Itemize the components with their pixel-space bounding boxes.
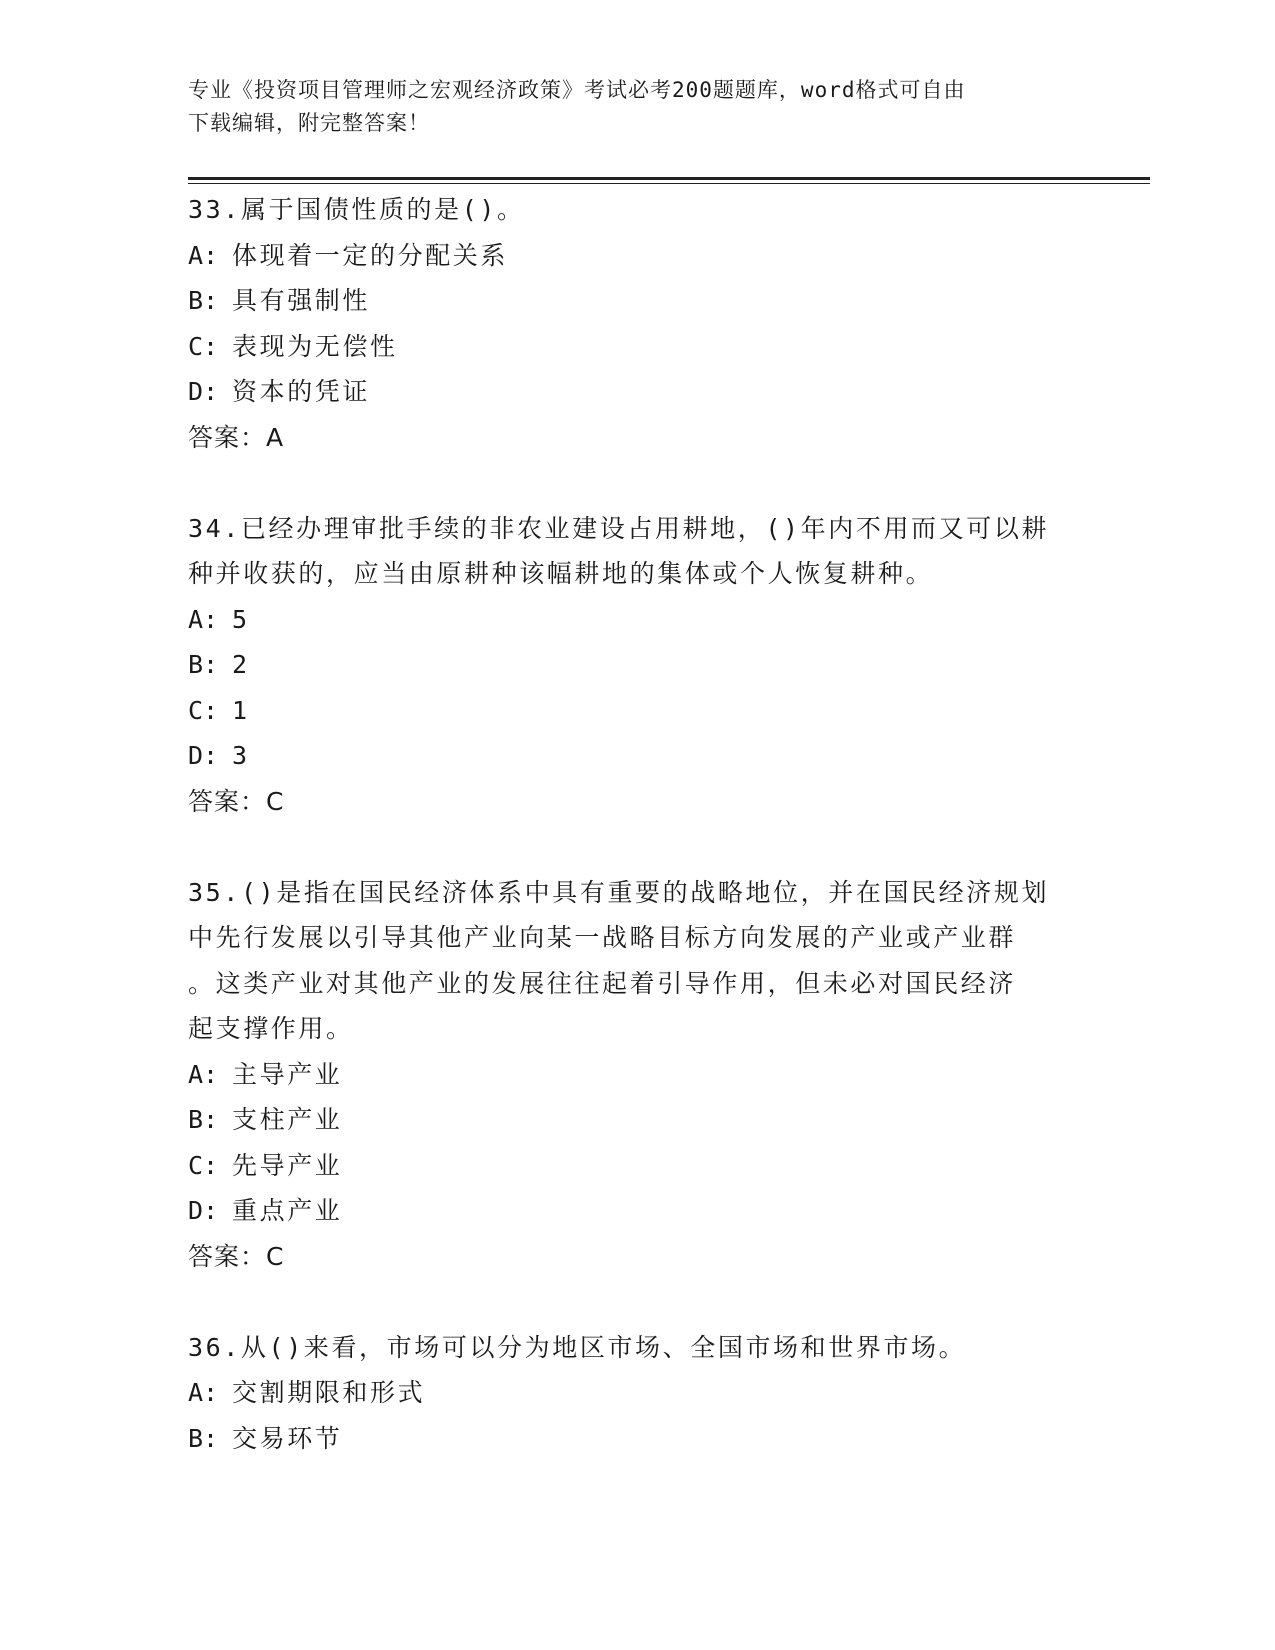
option-key: C: [188,1150,219,1180]
option-key: D: [188,1196,219,1225]
question-text: 种并收获的，应当由原耕种该幅耕地的集体或个人恢复耕种。 [188,559,934,588]
question-text: 。这类产业对其他产业的发展往往起着引导作用，但未必对国民经济 [188,968,1017,998]
option-text: 重点产业 [232,1196,343,1225]
header-divider-thin [188,183,1150,184]
option-text: 2 [232,650,250,679]
option-a [188,233,1088,279]
option-a [188,597,1088,643]
question-text: 33.属于国债性质的是()。 [188,195,525,224]
option-d [188,1188,1088,1234]
option-text: 体现着一定的分配关系 [232,240,509,270]
header-line-2: 下载编辑，附完整答案！ [188,111,430,135]
option-key: A: [188,1378,219,1407]
option-key: B: [188,286,219,315]
document-header [188,74,1078,140]
question-spacer [188,824,1088,870]
option-c [188,324,1088,370]
question-text: 36.从()来看，市场可以分为地区市场、全国市场和世界市场。 [188,1332,967,1362]
option-text: 具有强制性 [232,286,371,315]
question-spacer [188,1279,1088,1325]
option-text: 3 [232,741,250,770]
option-text: 表现为无偿性 [232,331,398,361]
option-b [188,1097,1088,1143]
option-key: A: [188,604,219,634]
option-text: 交割期限和形式 [232,1378,426,1407]
option-text: 1 [232,695,250,725]
question-35 [188,870,1088,1280]
option-text: 主导产业 [232,1059,343,1089]
option-key: D: [188,377,219,406]
option-b [188,642,1088,688]
option-a [188,1370,1088,1416]
option-text: 资本的凭证 [232,377,371,406]
option-key: C: [188,695,219,725]
question-34 [188,506,1088,825]
option-text: 交易环节 [232,1423,343,1453]
option-d [188,733,1088,779]
option-b [188,1416,1088,1462]
answer-line: 答案：C [188,1241,285,1271]
option-c [188,1143,1088,1189]
answer-line: 答案：A [188,422,285,452]
question-spacer [188,460,1088,506]
option-text: 先导产业 [232,1150,343,1180]
option-text: 支柱产业 [232,1105,343,1134]
header-line-1: 专业《投资项目管理师之宏观经济政策》考试必考200题题库，word格式可自由 [188,78,966,102]
option-c [188,688,1088,734]
question-list [188,187,1088,1461]
header-divider-thick [188,177,1150,180]
option-key: D: [188,741,219,770]
answer-line: 答案：C [188,786,285,816]
option-d [188,369,1088,415]
option-key: B: [188,650,219,679]
question-text: 35.()是指在国民经济体系中具有重要的战略地位，并在国民经济规划 [188,877,1050,907]
option-key: A: [188,240,219,270]
option-text: 5 [232,604,250,634]
option-key: A: [188,1059,219,1089]
option-key: B: [188,1105,219,1134]
question-text: 中先行发展以引导其他产业向某一战略目标方向发展的产业或产业群 [188,923,1017,952]
option-key: C: [188,331,219,361]
question-33 [188,187,1088,460]
question-text: 34.已经办理审批手续的非农业建设占用耕地，()年内不用而又可以耕 [188,513,1050,543]
option-key: B: [188,1423,219,1453]
question-36 [188,1325,1088,1462]
option-b [188,278,1088,324]
question-text: 起支撑作用。 [188,1014,354,1043]
option-a [188,1052,1088,1098]
